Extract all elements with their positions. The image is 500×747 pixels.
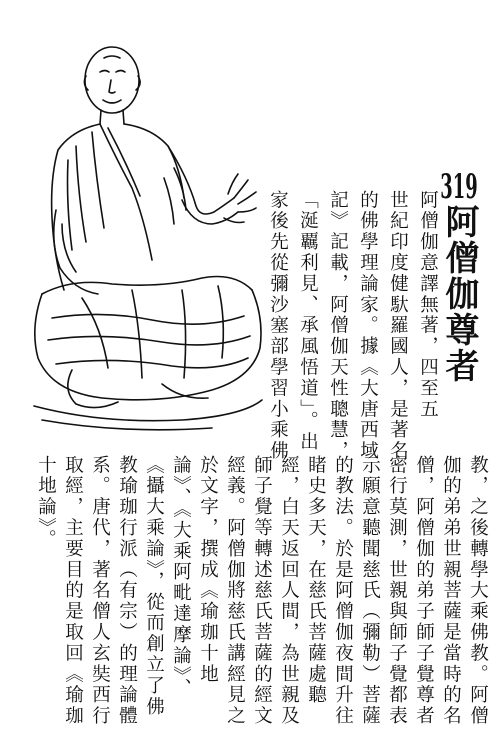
text-column: 世紀印度健馱羅國人，是著名 [387,190,409,462]
text-column: 「涎覊利見、承風悟道」。出 [297,190,319,453]
text-column: 十地論》。 [35,455,57,551]
entry-number: 319 [440,170,478,204]
text-column: 《攝大乘論》，從而創立了佛 [143,455,165,718]
text-column: 的教法。於是阿僧伽夜間升往 [332,455,354,727]
text-column: 阿僧伽意譯無著，四至五 [417,190,439,420]
text-column: 睹史多天，在慈氏菩薩處聽 [305,455,327,706]
text-column: 示願意聽聞慈氏（彌勒）菩薩 [359,455,381,727]
text-column: 伽的弟弟世親菩薩是當時的名 [440,455,462,727]
text-column: 教，之後轉學大乘佛教。阿僧 [467,455,489,727]
text-column: 經義。阿僧伽將慈氏講經見之 [224,455,246,727]
text-column: 師子覺等轉述慈氏菩薩的經文 [251,455,273,727]
text-column: 教瑜珈行派（有宗）的理論體 [116,455,138,727]
text-column: 於文字，撰成《瑜珈十地 [197,455,219,685]
text-column: 僧，阿僧伽的弟子師子覺尊者 [413,455,435,727]
text-column: 記》記載，阿僧伽天性聰慧， [327,190,349,462]
text-column: 的佛學理論家。據《大唐西域 [357,190,379,462]
text-column: 家後先從彌沙塞部學習小乘佛 [267,190,289,462]
text-column: 取經，主要目的是取回《瑜珈 [62,455,84,727]
text-column: 系。唐代，著名僧人玄奘西行 [89,455,111,727]
entry-title [439,170,479,384]
entry-name: 阿僧伽尊者 [439,204,479,384]
text-column: 經，白天返回人間，為世親及 [278,455,300,727]
arhat-illustration [12,28,274,448]
text-column: 密行莫測，世親與師子覺都表 [386,455,408,727]
text-column: 論》、《大乘阿毗達摩論》、 [170,455,192,699]
